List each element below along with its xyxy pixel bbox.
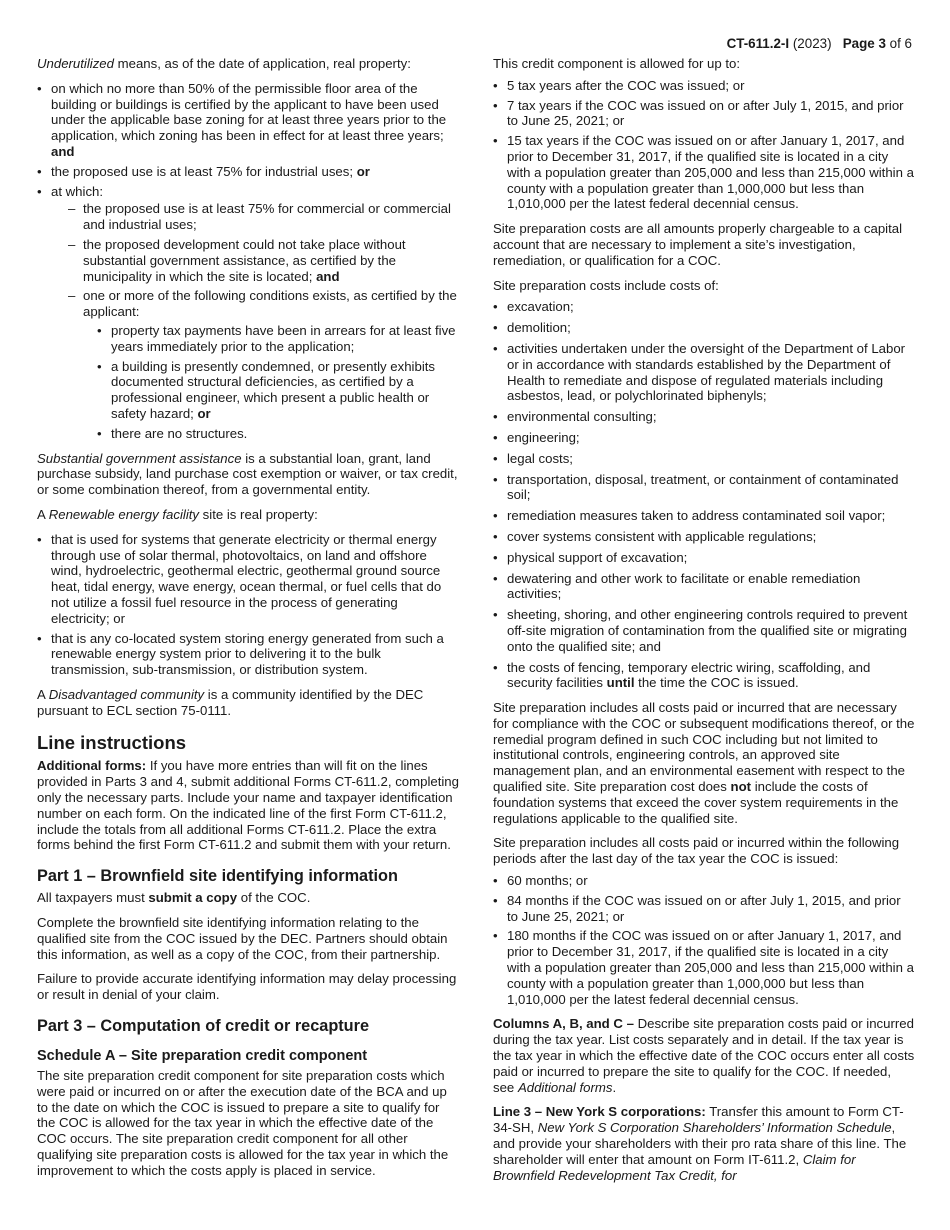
part3-heading: Part 3 – Computation of credit or recapture xyxy=(37,1017,370,1036)
list-item: • 7 tax years if the COC was issued on or after July 1, 2015, and prior to June 25, 2021; or xyxy=(493,98,915,130)
form-number: CT-611.2-I xyxy=(726,36,790,51)
allowed-list xyxy=(493,78,915,212)
list-item: • at which: – the proposed use is at least 75% for commercial or commercial and industrial uses; – the proposed development could not take place without substantial government assistance, as certified by the municipality in which the site is located; and – one or more of the following conditions exists, as certified by the applicant: • property tax payments have been in arrears for at least five years immediately prior to the application; • a building is presently condemned, or presently exhibits documented structural deficiencies, as certified by a professional engineer, which present a public health or safety hazard; or • there are no structures. xyxy=(37,184,459,442)
list-item: • that is any co-located system storing energy generated from such a renewable energy system prior to delivering it to the bulk transmission, sub-transmission, or distribution system. xyxy=(37,631,459,678)
list-item: • 5 tax years after the COC was issued; or xyxy=(493,78,915,94)
form-year: (2023) xyxy=(792,36,832,51)
line-instructions-heading: Line instructions xyxy=(37,732,187,754)
sp-periods-intro: Site preparation includes all costs paid or incurred within the following periods after the last day of the tax year the COC is issued: xyxy=(493,835,900,867)
list-item: – the proposed use is at least 75% for commercial or commercial and industrial uses; xyxy=(69,201,459,233)
list-item: • physical support of excavation; xyxy=(493,550,915,566)
list-item: • 180 months if the COC was issued on or after January 1, 2017, and prior to December 31, 2017, if the qualified site is located in a city with a population greater than 205,000 and less than 215,000 within a county with a population greater than 1,000,000 but less than 1,010,000 per the latest federal decennial census. xyxy=(493,928,915,1007)
part1-p3: Failure to provide accurate identifying information may delay processing or result in denial of your claim. xyxy=(37,971,457,1003)
list-item: • on which no more than 50% of the permissible floor area of the building or buildings is certified by the applicant to have been used under the applicable base zoning for at least three years prior to the application, which zoning has been in effect for at least three years; and xyxy=(37,81,459,160)
schedule-a-text: The site preparation credit component for site preparation costs which were paid or incurred on or after the execution date of the BCA and up to the date on which the COC is issued to prepare a site to qualify for the COC is allowed for the tax year in which the effective date of the COC occurs. The site preparation credit component for all other qualifying site preparation costs is allowed for the tax year in which the improvement to which the costs apply is placed in service. xyxy=(37,1068,449,1178)
page-of: of 6 xyxy=(889,36,912,51)
sp-includes-paragraph: Site preparation includes all costs paid or incurred that are necessary for compliance with the COC or subsequent modifications thereof, or the remedial program defined in such COC including but not limited to institutional controls, engineering controls, an approved site management plan, and an environmental easement with respect to the qualified site. Site preparation cost does not include the costs of foundation systems that exceed the cover system requirements in the regulations applicable to the qualified site. xyxy=(493,700,915,826)
list-item: • dewatering and other work to facilitate or enable remediation activities; xyxy=(493,571,915,603)
part1-p1: All taxpayers must submit a copy of the COC. xyxy=(37,890,311,906)
spc-include-intro: Site preparation costs include costs of: xyxy=(493,277,719,293)
schedule-a-heading: Schedule A – Site preparation credit component xyxy=(37,1048,368,1065)
page-label: Page 3 xyxy=(842,36,886,51)
sub-list xyxy=(69,201,459,441)
sp-periods-list xyxy=(493,873,915,1007)
list-item: • remediation measures taken to address contaminated soil vapor; xyxy=(493,508,915,524)
spc-definition: Site preparation costs are all amounts properly chargeable to a capital account that are necessary to implement a site’s investigation, remediation, or qualification for a COC. xyxy=(493,221,903,268)
list-item: • cover systems consistent with applicable regulations; xyxy=(493,529,915,545)
list-item: • 60 months; or xyxy=(493,873,915,889)
dc-definition: A Disadvantaged community is a community identified by the DEC pursuant to ECL section 75-0111. xyxy=(37,686,424,718)
list-item: • 15 tax years if the COC was issued on or after January 1, 2017, and prior to December 31, 2017, if the qualified site is located in a city with a population greater than 205,000 and less than 215,000 within a county with a population greater than 1,000,000 but less than 1,010,000 per the latest federal decennial census. xyxy=(493,133,915,212)
list-item: • demolition; xyxy=(493,320,915,336)
sub-sub-list xyxy=(97,323,459,442)
list-item: • there are no structures. xyxy=(97,426,459,442)
underutilized-definition: Underutilized means, as of the date of application, real property: xyxy=(37,56,411,71)
spc-include-list xyxy=(493,299,915,691)
list-item: • activities undertaken under the oversight of the Department of Labor or in accordance with standards established by the Department of Health to remediate and dispose of regulated materials including asbestos, lead, or polychlorinated biphenyls; xyxy=(493,341,915,404)
part1-heading: Part 1 – Brownfield site identifying information xyxy=(37,867,398,886)
list-item: • the costs of fencing, temporary electric wiring, scaffolding, and security facilities until the time the COC is issued. xyxy=(493,660,915,692)
underutilized-list xyxy=(37,81,459,442)
part1-p2: Complete the brownfield site identifying information relating to the qualified site from the COC issued by the DEC. Partners should obtain this information, as well as a copy of the COC, from their partnership. xyxy=(37,915,448,962)
list-item: • sheeting, shoring, and other engineering controls required to prevent off-site migration of contamination from the qualified site or migrating onto the qualified site; and xyxy=(493,607,915,654)
list-item: • 84 months if the COC was issued on or after July 1, 2015, and prior to June 25, 2021; or xyxy=(493,893,915,925)
list-item: • legal costs; xyxy=(493,451,915,467)
list-item: – the proposed development could not take place without substantial government assistance, as certified by the municipality in which the site is located; and xyxy=(69,237,459,284)
list-item: – one or more of the following conditions exists, as certified by the applicant: • property tax payments have been in arrears for at least five years immediately prior to the application; • a building is presently condemned, or presently exhibits documented structural deficiencies, as certified by a professional engineer, which present a public health or safety hazard; or • there are no structures. xyxy=(69,288,459,441)
list-item: • excavation; xyxy=(493,299,915,315)
list-item: • the proposed use is at least 75% for industrial uses; or xyxy=(37,164,459,180)
list-item: • engineering; xyxy=(493,430,915,446)
allowed-intro: This credit component is allowed for up to: xyxy=(493,56,741,71)
list-item: • property tax payments have been in arrears for at least five years immediately prior to the application; xyxy=(97,323,459,355)
list-item: • that is used for systems that generate electricity or thermal energy through use of solar thermal, photovoltaics, on land and offshore wind, hydroelectric, geothermal electric, geothermal ground source heat, tidal energy, wave energy, ocean thermal, or fuel cells that do not utilize a fossil fuel resource in the process of generating electricity; or xyxy=(37,532,459,627)
list-item: • transportation, disposal, treatment, or containment of contaminated soil; xyxy=(493,472,915,504)
list-item: • environmental consulting; xyxy=(493,409,915,425)
line3-paragraph: Line 3 – New York S corporations: Transfer this amount to Form CT-34-SH, New York S Corporation Shareholders’ Information Schedule, and provide your shareholders with their pro rata share of this line. The shareholder will enter that amount on Form IT-611.2, Claim for Brownfield Redevelopment Tax Credit, for xyxy=(493,1104,907,1183)
additional-forms-paragraph: Additional forms: If you have more entries than will fit on the lines provided in Parts 3 and 4, submit additional Forms CT-611.2, completing only the necessary parts. Include your name and taxpayer identification number on each form. On the indicated line of the first Form CT-611.2, include the totals from all additional Forms CT-611.2. Place the extra forms behind the first Form CT-611.2 and submit them with your return. xyxy=(37,758,459,853)
list-item: • a building is presently condemned, or presently exhibits documented structural deficiencies, as certified by a professional engineer, which present a public health or safety hazard; or xyxy=(97,359,459,422)
right-column xyxy=(493,56,915,1192)
page-header xyxy=(727,36,912,52)
columns-paragraph: Columns A, B, and C – Describe site preparation costs paid or incurred during the tax year. List costs separately and in detail. If the tax year is the tax year in which the effective date of the COC occurs enter all costs paid or incurred to prepare the site to qualify for the COC. If needed, see Additional forms. xyxy=(493,1016,915,1095)
ref-definition: A Renewable energy facility site is real property: xyxy=(37,506,318,522)
sga-definition: Substantial government assistance is a substantial loan, grant, land purchase subsidy, land purchase cost exemption or waiver, or tax credit, or some combination thereof, from a governmental entity. xyxy=(37,450,458,498)
left-column xyxy=(37,56,459,1188)
ref-list xyxy=(37,532,459,678)
